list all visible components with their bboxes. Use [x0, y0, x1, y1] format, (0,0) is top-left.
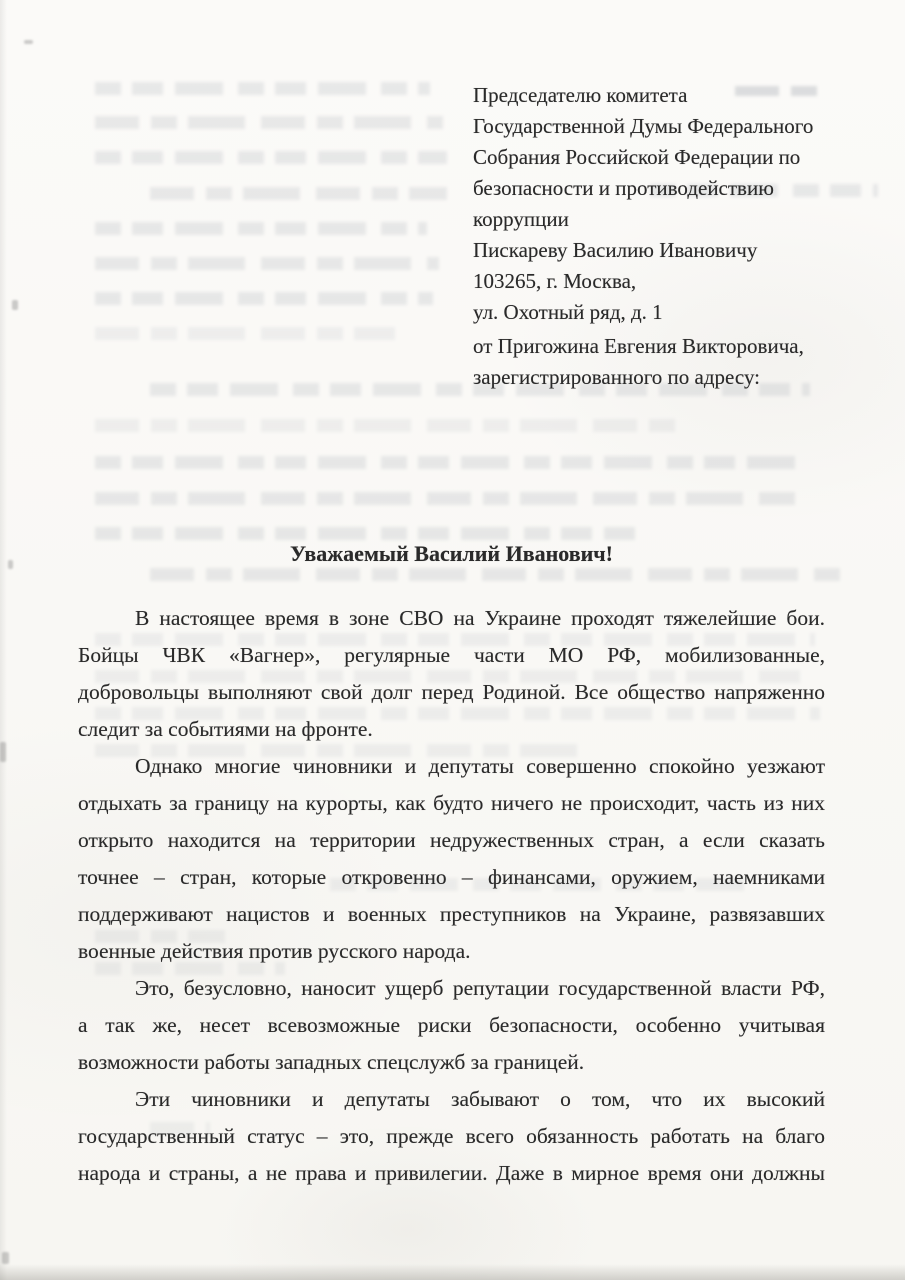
letter-body: [78, 600, 825, 1192]
bleedthrough-line: [95, 116, 443, 129]
body-line: добровольцы выполняют свой долг перед Родиной. Все общество напряженно: [78, 680, 825, 704]
bleedthrough-line: [95, 492, 795, 505]
body-line: Эти чиновники и депутаты забывают о том, что их высокий: [135, 1087, 825, 1111]
body-line: В настоящее время в зоне СВО на Украине проходят тяжелейшие бои.: [135, 606, 825, 630]
body-line: следит за событиями на фронте.: [78, 717, 373, 741]
recipient-line: Государственной Думы Федерального: [473, 114, 814, 138]
bleedthrough-line: [95, 151, 447, 164]
recipient-line: Пискареву Василию Ивановичу: [473, 238, 758, 262]
scan-speck: [24, 40, 33, 44]
bleedthrough-line: [95, 327, 395, 340]
scan-speck: [12, 300, 18, 310]
recipient-line: Председателю комитета: [473, 83, 688, 107]
body-paragraph: [78, 748, 825, 970]
bleedthrough-line: [95, 527, 635, 540]
body-paragraph: [78, 600, 825, 748]
bleedthrough-line: [150, 187, 447, 200]
bleedthrough-line: [95, 292, 433, 305]
sender-line: зарегистрированного по адресу:: [473, 365, 760, 389]
sender-block: [473, 331, 835, 393]
recipient-line: 103265, г. Москва,: [473, 269, 637, 293]
recipient-line: коррупции: [473, 207, 569, 231]
bleedthrough-line: [95, 257, 439, 270]
body-line: открыто находится на территории недружественных стран, а если сказать: [78, 828, 825, 852]
body-line: возможности работы западных спецслужб за границей.: [78, 1050, 585, 1074]
body-line: точнее – стран, которые откровенно – финансами, оружием, наемниками: [78, 865, 825, 889]
recipient-address-block: [473, 80, 835, 328]
recipient-line: ул. Охотный ряд, д. 1: [473, 300, 663, 324]
salutation-heading: Уважаемый Василий Иванович!: [290, 541, 613, 566]
bleedthrough-line: [150, 568, 840, 581]
body-line: Однако многие чиновники и депутаты совершенно спокойно уезжают: [135, 754, 825, 778]
body-line: а так же, несет всевозможные риски безопасности, особенно учитывая: [78, 1013, 825, 1037]
body-line: народа и страны, а не права и привилегии. Даже в мирное время они должны: [78, 1161, 825, 1185]
scan-speck: [8, 560, 13, 569]
body-line: военные действия против русского народа.: [78, 939, 471, 963]
body-line: Бойцы ЧВК «Вагнер», регулярные части МО РФ, мобилизованные,: [78, 643, 825, 667]
body-line: Это, безусловно, наносит ущерб репутации государственной власти РФ,: [135, 976, 825, 1000]
bleedthrough-line: [95, 419, 685, 432]
body-line: государственный статус – это, прежде всего обязанность работать на благо: [78, 1124, 825, 1148]
bleedthrough-line: [95, 82, 430, 95]
scan-bottom-shadow: [0, 1264, 905, 1280]
body-line: поддерживают нацистов и военных преступников на Украине, развязавших: [78, 902, 825, 926]
recipient-line: Собрания Российской Федерации по: [473, 145, 801, 169]
recipient-line: безопасности и противодействию: [473, 176, 774, 200]
scan-left-edge-shadow: [0, 0, 7, 1280]
bleedthrough-line: [95, 222, 427, 235]
bleedthrough-line: [95, 456, 810, 469]
sender-line: от Пригожина Евгения Викторовича,: [473, 334, 804, 358]
body-paragraph: [78, 970, 825, 1081]
body-line: отдыхать за границу на курорты, как будто ничего не происходит, часть из них: [78, 791, 825, 815]
body-paragraph: [78, 1081, 825, 1192]
